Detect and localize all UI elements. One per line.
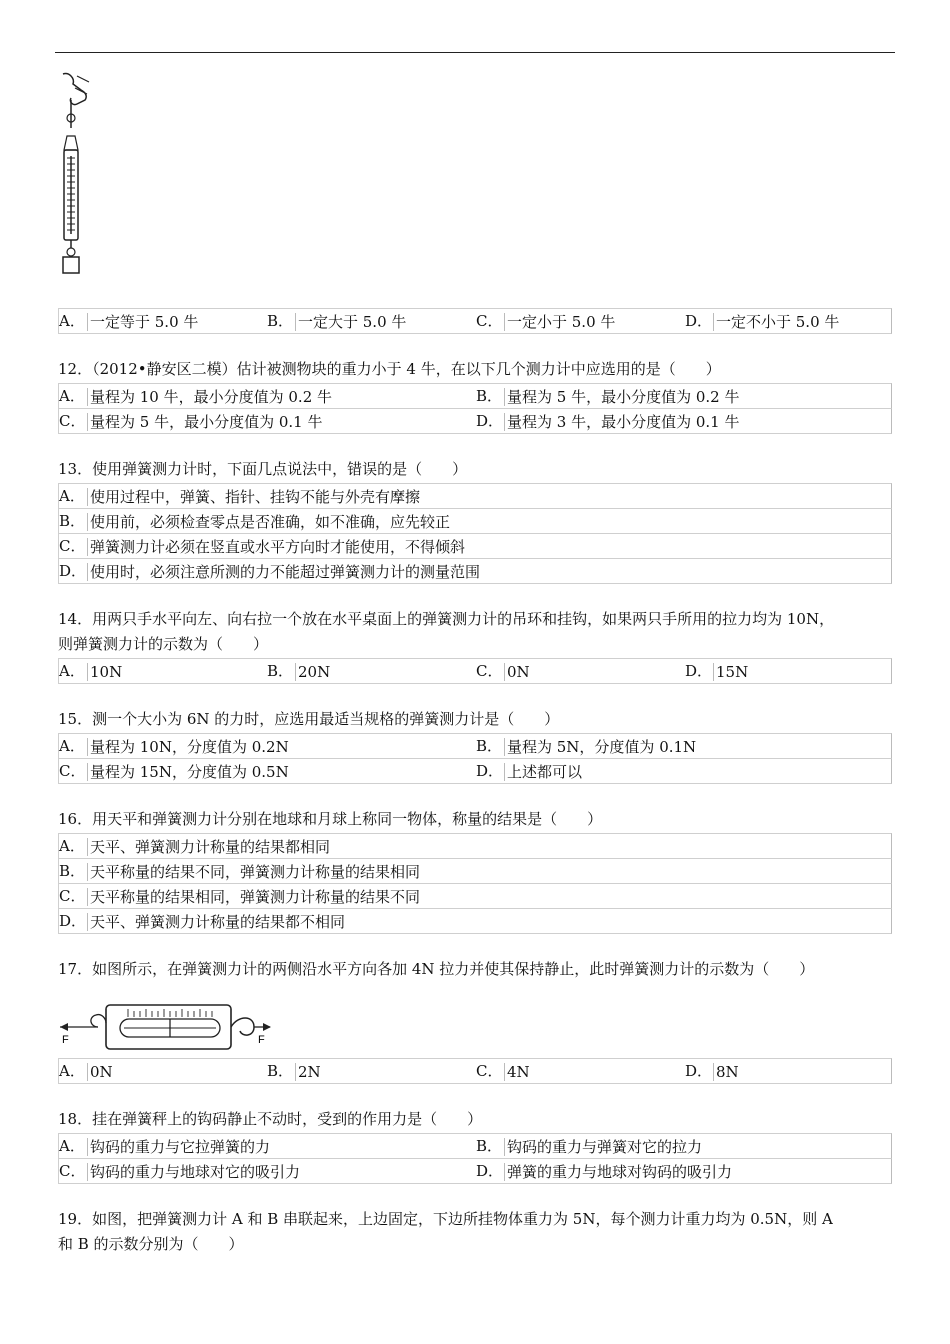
option-b[interactable]: B． 量程为 5N，分度值为 0.1N [476,737,697,756]
question-stem-line2: 则弹簧测力计的示数为（ ） [58,635,269,653]
q15-options [58,733,892,784]
option-c[interactable]: C． 一定小于 5.0 牛 [476,312,616,331]
option-row [58,383,892,408]
question-stem: 17．如图所示，在弹簧测力计的两侧沿水平方向各加 4N 拉力并使其保持静止，此时弹簧测力计的示数为（ ） [58,960,815,978]
option-d[interactable]: D． 量程为 3 牛，最小分度值为 0.1 牛 [476,412,740,431]
option-row [58,508,892,533]
question-stem-line1: 14．用两只手水平向左、向右拉一个放在水平桌面上的弹簧测力计的吊环和挂钩，如果两只手所用的拉力均为 10N， [58,610,835,628]
option-a[interactable]: A． 天平、弹簧测力计称量的结果都相同 [59,837,331,856]
question-13 [58,458,898,480]
option-b[interactable]: B． 一定大于 5.0 牛 [267,312,407,331]
question-stem-line1: 19．如图，把弹簧测力计 A 和 B 串联起来，上边固定，下边所挂物体重力为 5N，每个测力计重力均为 0.5N，则 A [58,1210,833,1228]
option-a[interactable]: A． 量程为 10 牛，最小分度值为 0.2 牛 [59,387,333,406]
option-a[interactable]: A． 使用过程中，弹簧、指针、挂钩不能与外壳有摩擦 [59,487,421,506]
question-stem-line2: 和 B 的示数分别为（ ） [58,1235,244,1253]
force-label-left: F [62,1034,69,1046]
option-row [58,558,892,584]
option-a[interactable]: A． 10N [59,662,123,681]
q12-options [58,383,892,434]
option-c[interactable]: C． 0N [476,662,530,681]
option-row [58,908,892,934]
q14-options [58,658,892,684]
option-a[interactable]: A． 一定等于 5.0 牛 [59,312,199,331]
question-stem: 13．使用弹簧测力计时，下面几点说法中，错误的是（ ） [58,460,468,478]
option-row [58,758,892,784]
option-d[interactable]: D． 天平、弹簧测力计称量的结果都不相同 [59,912,346,931]
option-b[interactable]: B． 钩码的重力与弹簧对它的拉力 [476,1137,703,1156]
option-c[interactable]: C． 量程为 15N，分度值为 0.5N [59,762,289,781]
option-b[interactable]: B． 2N [267,1062,321,1081]
option-row [58,408,892,434]
question-stem: 15．测一个大小为 6N 的力时，应选用最适当规格的弹簧测力计是（ ） [58,710,560,728]
option-d[interactable]: D． 使用时，必须注意所测的力不能超过弹簧测力计的测量范围 [59,562,481,581]
option-row [58,883,892,908]
option-b[interactable]: B． 量程为 5 牛，最小分度值为 0.2 牛 [476,387,740,406]
option-c[interactable]: C． 量程为 5 牛，最小分度值为 0.1 牛 [59,412,323,431]
option-row [58,1158,892,1184]
option-b[interactable]: B． 天平称量的结果不同，弹簧测力计称量的结果相同 [59,862,421,881]
q11-options [58,308,892,334]
option-row [58,1133,892,1158]
question-12 [58,358,898,380]
question-15 [58,708,898,730]
option-row [58,1058,892,1084]
header-rule [55,52,895,53]
question-16 [58,808,898,830]
option-row [58,858,892,883]
question-stem: 12．（2012•静安区二模）估计被测物块的重力小于 4 牛，在以下几个测力计中应选用的是（ ） [58,360,721,378]
option-a[interactable]: A． 钩码的重力与它拉弹簧的力 [59,1137,271,1156]
q17-options [58,1058,892,1084]
spring-scale-figure [55,70,100,275]
q16-options [58,833,892,934]
option-d[interactable]: D． 弹簧的重力与地球对钩码的吸引力 [476,1162,733,1181]
option-d[interactable]: D． 一定不小于 5.0 牛 [685,312,840,331]
option-b[interactable]: B． 使用前，必须检查零点是否准确，如不准确，应先较正 [59,512,451,531]
option-a[interactable]: A． 量程为 10N，分度值为 0.2N [59,737,289,756]
option-d[interactable]: D． 15N [685,662,749,681]
option-row [58,733,892,758]
force-label-right: F [258,1034,265,1046]
option-c[interactable]: C． 天平称量的结果相同，弹簧测力计称量的结果不同 [59,887,421,906]
option-row [58,833,892,858]
option-row [58,308,892,334]
question-17 [58,958,898,980]
option-d[interactable]: D． 上述都可以 [476,762,583,781]
question-18 [58,1108,898,1130]
option-row [58,658,892,684]
q13-options [58,483,892,584]
option-a[interactable]: A． 0N [59,1062,113,1081]
question-19 [58,1208,898,1255]
option-c[interactable]: C． 4N [476,1062,530,1081]
option-row [58,533,892,558]
option-row [58,483,892,508]
option-c[interactable]: C． 弹簧测力计必须在竖直或水平方向时才能使用，不得倾斜 [59,537,466,556]
question-stem: 16．用天平和弹簧测力计分别在地球和月球上称同一物体，称量的结果是（ ） [58,810,603,828]
question-stem: 18．挂在弹簧秤上的钩码静止不动时，受到的作用力是（ ） [58,1110,483,1128]
horizontal-spring-scale-figure [58,997,273,1057]
q18-options [58,1133,892,1184]
option-b[interactable]: B． 20N [267,662,331,681]
option-c[interactable]: C． 钩码的重力与地球对它的吸引力 [59,1162,301,1181]
option-d[interactable]: D． 8N [685,1062,739,1081]
question-14 [58,608,898,655]
